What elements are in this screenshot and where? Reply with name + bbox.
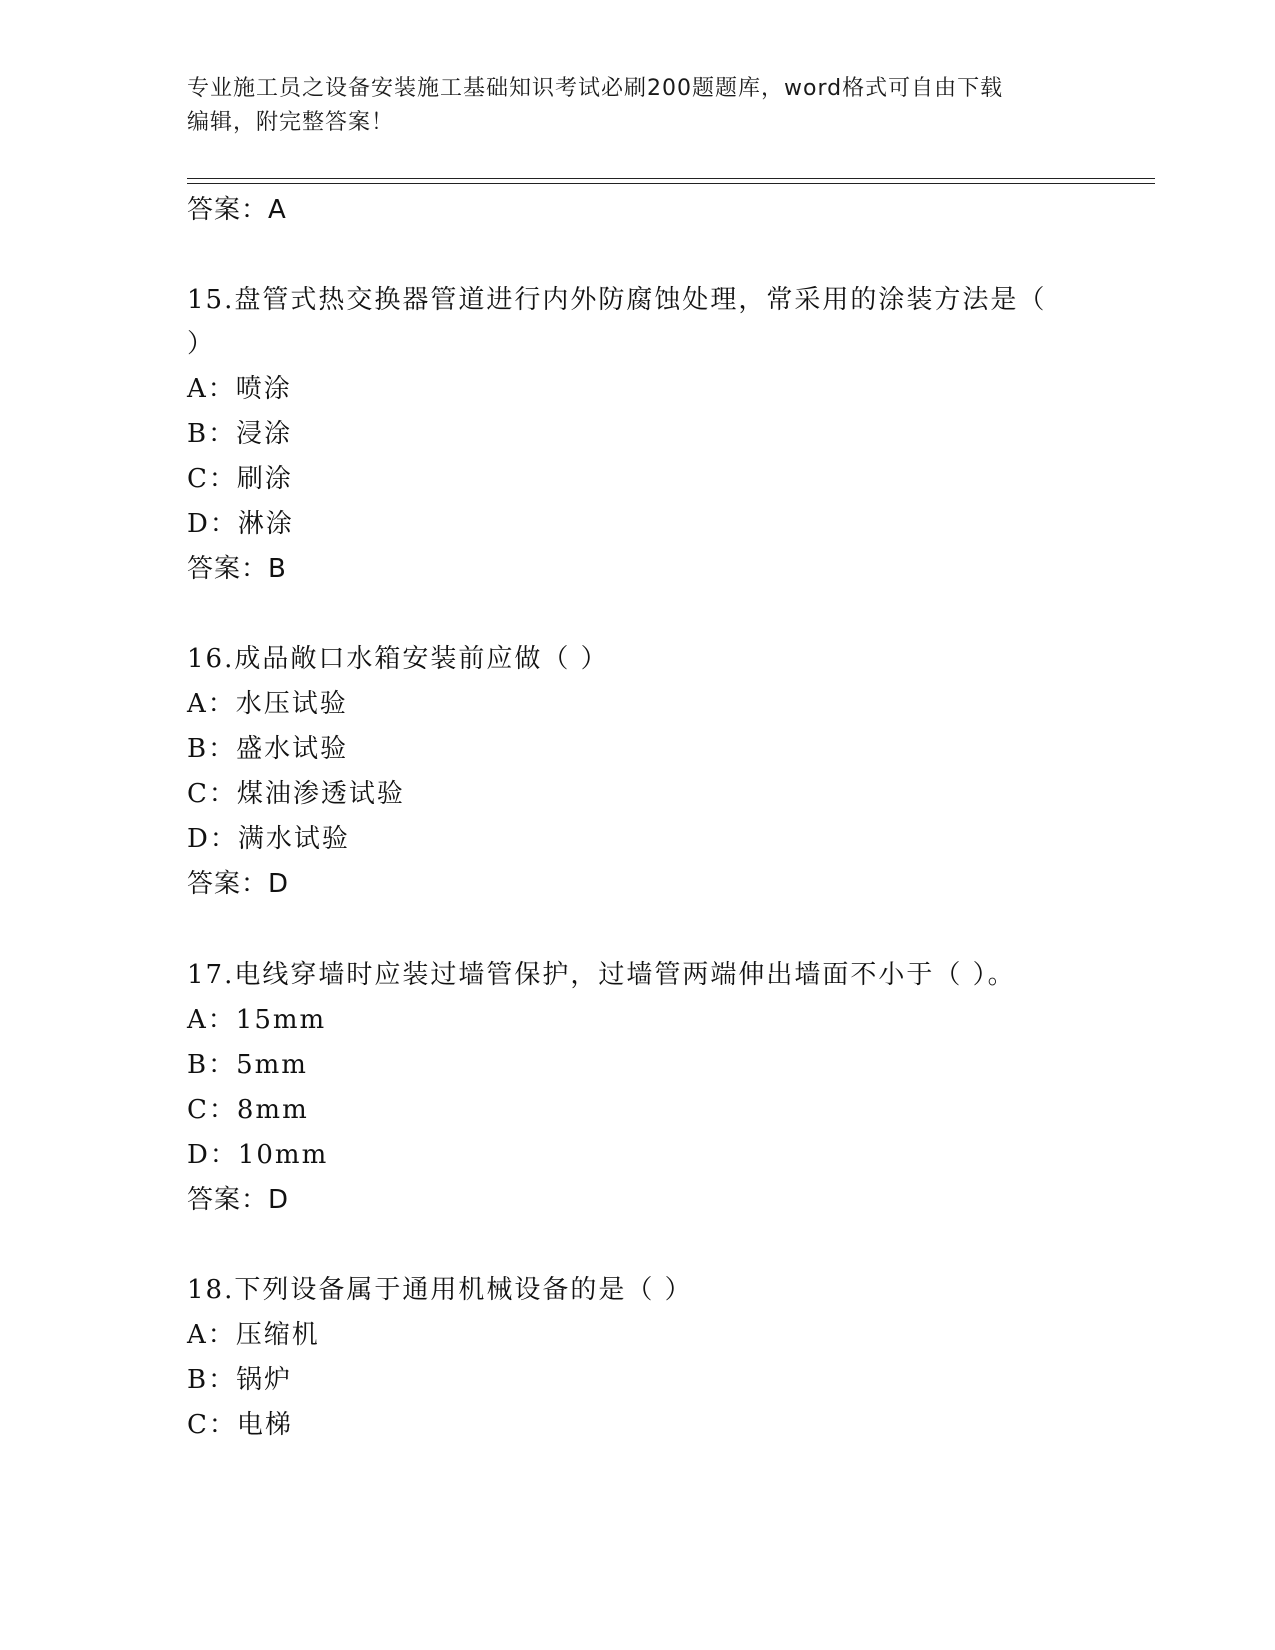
- question-15-stem-cont: ）: [187, 329, 216, 359]
- question-15-stem: 15.盘管式热交换器管道进行内外防腐蚀处理，常采用的涂装方法是（: [187, 285, 1047, 315]
- question-16-option-d: D：满水试验: [187, 824, 350, 854]
- question-17-option-c: C：8mm: [187, 1095, 309, 1125]
- prev-answer: 答案：A: [187, 195, 287, 225]
- question-16-option-c: C：煤油渗透试验: [187, 779, 405, 809]
- question-17-option-b: B：5mm: [187, 1050, 308, 1080]
- question-15-answer: 答案：B: [187, 554, 287, 584]
- question-16-stem: 16.成品敞口水箱安装前应做（ ）: [187, 644, 609, 674]
- question-18-option-a: A：压缩机: [187, 1320, 320, 1350]
- question-18-option-c: C：电梯: [187, 1410, 293, 1440]
- question-18-stem: 18.下列设备属于通用机械设备的是（ ）: [187, 1275, 693, 1305]
- document-header: [187, 72, 1067, 140]
- question-18-option-b: B：锅炉: [187, 1365, 293, 1395]
- question-15-option-c: C：刷涂: [187, 464, 293, 494]
- question-16-answer: 答案：D: [187, 869, 290, 899]
- question-17-answer: 答案：D: [187, 1185, 290, 1215]
- question-15-option-b: B：浸涂: [187, 419, 293, 449]
- question-16-option-b: B：盛水试验: [187, 734, 349, 764]
- header-line-1: 专业施工员之设备安装施工基础知识考试必刷200题题库，word格式可自由下载: [187, 76, 1004, 101]
- question-16-option-a: A：水压试验: [187, 689, 348, 719]
- question-15-option-a: A：喷涂: [187, 374, 292, 404]
- question-17-option-a: A：15mm: [187, 1005, 327, 1035]
- header-line-2: 编辑，附完整答案！: [187, 110, 395, 135]
- question-15-option-d: D：淋涂: [187, 509, 294, 539]
- header-divider-bottom: [187, 183, 1155, 184]
- question-17-stem: 17.电线穿墙时应装过墙管保护，过墙管两端伸出墙面不小于（ ）。: [187, 960, 1016, 990]
- question-17-option-d: D：10mm: [187, 1140, 329, 1170]
- header-divider-top: [187, 178, 1155, 179]
